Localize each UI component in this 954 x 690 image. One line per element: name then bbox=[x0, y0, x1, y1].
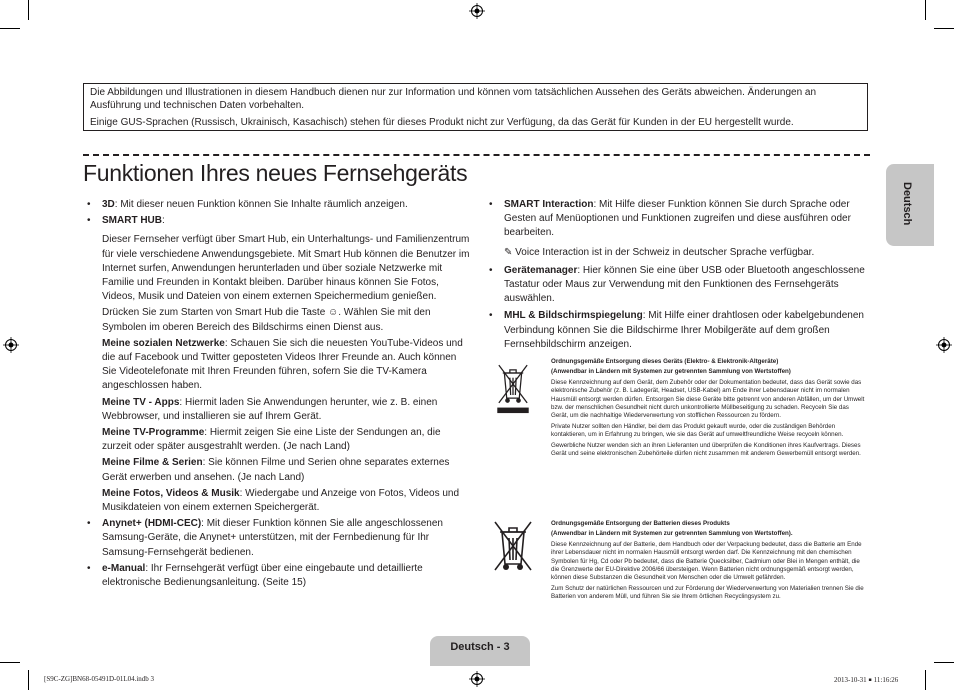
paragraph bbox=[85, 456, 471, 484]
side-tab-label: Deutsch bbox=[901, 182, 913, 226]
feature-text: : Wiedergabe und Anzeige von Fotos, Videos und Musikdateien von einem externen Speichergerät. bbox=[102, 487, 460, 514]
feature-text: : bbox=[162, 215, 165, 227]
dashed-divider bbox=[83, 154, 870, 156]
notice-heading: Ordnungsgemäße Entsorgung dieses Geräts (Elektro- & Elektronik-Altgeräte) bbox=[551, 358, 779, 365]
list-item bbox=[487, 309, 867, 352]
feature-text: : Sie können Filme und Serien ohne separates externes Gerät erwerben und ansehen. (Je nach Land) bbox=[102, 457, 450, 483]
registration-mark-icon bbox=[469, 3, 485, 19]
feature-text: : Mit Hilfe dieser Funktion können Sie durch Sprache oder Gesten auf Menüoptionen und Funktionen zugreifen und diese ausführen oder bearbeiten. bbox=[504, 199, 851, 239]
crop-mark bbox=[934, 28, 954, 29]
feature-term: Anynet+ (HDMI-CEC) bbox=[102, 518, 202, 530]
weee-battery-notice bbox=[551, 520, 867, 604]
crop-mark bbox=[925, 670, 926, 690]
page-number-tab bbox=[430, 636, 530, 666]
feature-term: e-Manual bbox=[102, 562, 146, 574]
paragraph bbox=[85, 337, 471, 394]
list-item bbox=[85, 562, 471, 590]
notice-paragraph: Private Nutzer sollten den Händler, bei dem das Produkt gekauft wurde, oder die zuständigen Behörden kontaktieren, um in Erfahrung zu bringen, wie sie das Gerät auf umweltfreundliche Weise recyceln können. bbox=[551, 422, 844, 439]
notice-paragraph: Diese Kennzeichnung auf der Batterie, dem Handbuch oder der Verpackung bedeutet, dass die Batterie am Ende ihrer Lebensdauer nicht im normalen Hausmüll entsorgt werden darf. Die Kennzeichnung mit den chemischen Symbolen für Hg, Cd oder Pb bedeutet, dass die Batterie Quecksilber, Cadmium oder Blei in Mengen enthält, die die Grenzwerte der EU-Direktive 2006/66 übersteigen. Wenn Batterien nicht ordnungsgemäß entsorgt werden, können diese Substanzen die Gesundheit von Menschen oder die Umwelt gefährden. bbox=[551, 540, 862, 582]
notice-heading: Ordnungsgemäße Entsorgung der Batterien dieses Produkts bbox=[551, 520, 730, 527]
feature-text: : Hiermit laden Sie Anwendungen herunter, wie z. B. einen Webbrowser, und installieren sie auf Ihrem Gerät. bbox=[102, 396, 438, 422]
crop-mark bbox=[925, 0, 926, 20]
notice-paragraph: Zum Schutz der natürlichen Ressourcen und zur Förderung der Wiederverwertung von Materialien trennen Sie die Batterien von anderem Müll, und führen Sie sie Ihrem örtlichen Recyclingsystem zu. bbox=[551, 584, 864, 601]
crop-mark bbox=[28, 670, 29, 690]
crop-mark bbox=[28, 0, 29, 20]
notice-subheading: (Anwendbar in Ländern mit Systemen zur getrennten Sammlung von Wertstoffen). bbox=[551, 530, 793, 538]
crop-mark bbox=[0, 662, 20, 663]
notice-subheading: (Anwendbar in Ländern mit Systemen zur getrennten Sammlung von Wertstoffen) bbox=[551, 368, 791, 376]
paragraph bbox=[85, 426, 471, 454]
registration-mark-icon bbox=[469, 671, 485, 687]
feature-term: Meine Fotos, Videos & Musik bbox=[102, 487, 240, 499]
registration-mark-icon bbox=[3, 337, 19, 353]
feature-term: Meine Filme & Serien bbox=[102, 457, 203, 469]
paragraph: Dieser Fernseher verfügt über Smart Hub, ein Unterhaltungs- und Familienzentrum für viele verschiedene Anwendungsgebiete. Mit Smart Hub können die Benutzer im Internet surfen, Anwendungen herunterladen und über soziale Netzwerke mit Familie und Freunden in Kontakt bleiben. Darüber hinaus können Sie Fotos, Videos, Musik und Dateien von einem externen Speichermedium genießen. bbox=[102, 234, 470, 303]
list-item bbox=[487, 198, 867, 241]
feature-text: : Ihr Fernsehgerät verfügt über eine eingebaute und detaillierte elektronische Bedienungsanleitung. (Seite 15) bbox=[102, 562, 423, 589]
feature-text: : Hiermit zeigen Sie eine Liste der Sendungen an, die zurzeit oder später ausgestrahlt werden. (Je nach Land) bbox=[102, 427, 441, 453]
print-footer-right: 2013-10-31 ￭ 11:16:26 bbox=[834, 676, 899, 684]
paragraph bbox=[85, 487, 471, 515]
list-item bbox=[85, 198, 471, 212]
note bbox=[487, 246, 867, 260]
crossed-out-bin-icon bbox=[490, 518, 536, 573]
note-text: Voice Interaction ist in der Schweiz in deutscher Sprache verfügbar. bbox=[515, 246, 815, 258]
feature-term: Gerätemanager bbox=[504, 264, 578, 276]
feature-text: : Mit dieser Funktion können Sie alle angeschlossenen Samsung-Geräte, die Anynet+ unterstützen, mit der Fernbedienung für Ihr Samsung-Fernsehgerät bedienen. bbox=[102, 518, 443, 558]
language-side-tab bbox=[886, 164, 934, 246]
registration-mark-icon bbox=[936, 337, 952, 353]
disclaimer-box bbox=[83, 83, 868, 131]
feature-term: SMART HUB bbox=[102, 215, 162, 227]
right-column bbox=[487, 198, 867, 352]
page-number: Deutsch - 3 bbox=[450, 641, 510, 653]
feature-term: Meine TV-Programme bbox=[102, 427, 205, 439]
disclaimer-line: Die Abbildungen und Illustrationen in diesem Handbuch dienen nur zur Information und können vom tatsächlichen Aussehen des Geräts abweichen. Änderungen an Ausführung und technischen Daten vorbehalten. bbox=[90, 87, 817, 111]
feature-text: : Schauen Sie sich die neuesten YouTube-Videos und die auf Facebook und Twitter geposteten Videos Ihrer Freunde an. Auch können Sie Videotelefonate mit Ihren Freunden führen, sofern Sie die TV-Kamera angeschlossen haben. bbox=[102, 337, 463, 392]
feature-term: 3D bbox=[102, 199, 115, 210]
weee-device-notice bbox=[551, 358, 867, 460]
notice-paragraph: Diese Kennzeichnung auf dem Gerät, dem Zubehör oder der Dokumentation bedeutet, dass das Gerät sowie das elektronische Zubehör (z. B. Ladegerät, Headset, USB-Kabel) am Ende ihrer Lebensdauer nicht im normalen Hausmüll entsorgt werden dürfen. Entsorgen Sie diese Geräte bitte getrennt von anderen Abfällen, um der Umwelt bzw. der menschlichen Gesundheit nicht durch unkontrollierte Müllbeseitigung zu schaden. Recyceln Sie das Gerät, um die nachhaltige Wiederverwertung von stofflichen Ressourcen zu fördern. bbox=[551, 378, 865, 420]
feature-text: : Hier können Sie eine über USB oder Bluetooth angeschlossene Tastatur oder Maus zur Verwendung mit den Funktionen des Fernsehgeräts auswählen. bbox=[504, 264, 865, 305]
feature-text: : Mit dieser neuen Funktion können Sie Inhalte räumlich anzeigen. bbox=[114, 199, 408, 210]
notice-paragraph: Gewerbliche Nutzer wenden sich an ihren Lieferanten und überprüfen die Konditionen ihres Kaufvertrags. Dieses Gerät und seine elektronischen Zubehörteile dürfen nicht zusammen mit anderem Gewerbemüll entsorgt werden. bbox=[551, 441, 861, 458]
feature-term: MHL & Bildschirmspiegelung bbox=[504, 310, 643, 322]
note-icon: ✎ bbox=[504, 246, 516, 258]
print-footer-left: [S9C-ZG]BN68-05491D-01L04.indb 3 bbox=[44, 675, 155, 683]
feature-term: SMART Interaction bbox=[504, 199, 594, 210]
paragraph: Drücken Sie zum Starten von Smart Hub die Taste ☺. Wählen Sie mit den Symbolen im oberen Bereich des Bildschirms einen Dienst aus. bbox=[102, 307, 431, 333]
crop-mark bbox=[0, 28, 20, 29]
disclaimer-line: Einige GUS-Sprachen (Russisch, Ukrainisch, Kasachisch) stehen für dieses Produkt nicht zur Verfügung, da das Gerät für Kunden in der EU hergestellt wurde. bbox=[90, 117, 794, 128]
feature-term: Meine TV - Apps bbox=[102, 396, 180, 408]
list-item bbox=[487, 264, 867, 307]
paragraph bbox=[85, 396, 471, 424]
crop-mark bbox=[934, 662, 954, 663]
left-column bbox=[85, 198, 471, 590]
feature-term: Meine sozialen Netzwerke bbox=[102, 337, 225, 349]
list-item bbox=[85, 214, 471, 228]
list-item bbox=[85, 517, 471, 560]
page-title: Funktionen Ihres neues Fernsehgeräts bbox=[83, 160, 468, 186]
crossed-out-bin-icon bbox=[490, 362, 536, 417]
feature-text: : Mit Hilfe einer drahtlosen oder kabelgebundenen Verbindung können Sie die Bildschirme Ihrer Mobilgeräte auf dem großen Fernsehbildschirm anzeigen. bbox=[504, 310, 864, 350]
